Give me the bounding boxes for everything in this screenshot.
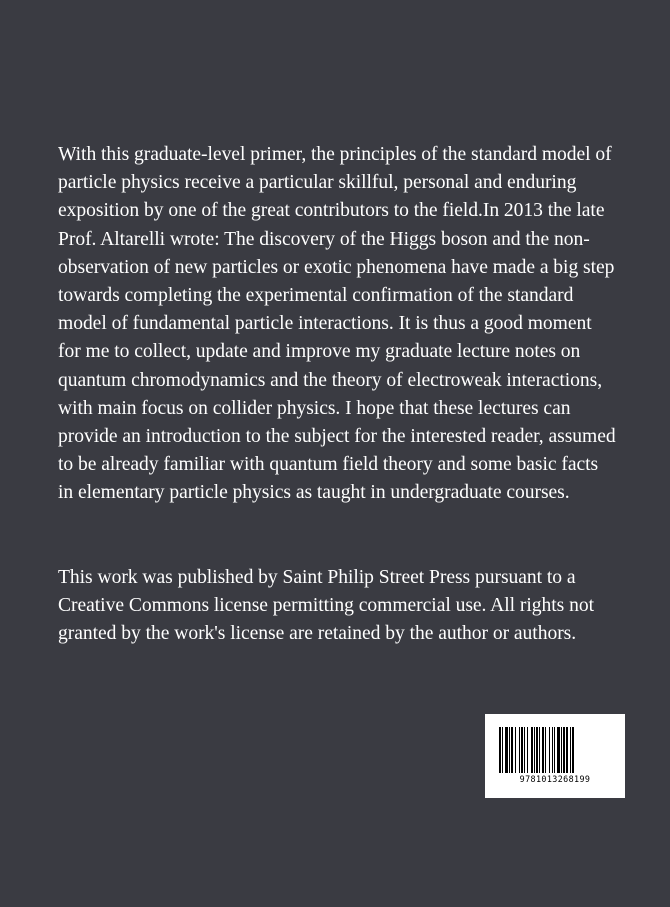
- barcode-bar: [499, 727, 501, 773]
- barcode-bar: [531, 727, 533, 773]
- barcode-bar: [554, 727, 555, 773]
- barcode-bar: [570, 727, 571, 773]
- barcode-bar: [566, 727, 568, 773]
- barcode-bar: [545, 727, 546, 773]
- barcode-bar: [542, 727, 544, 773]
- book-description: With this graduate-level primer, the principles of the standard model of particle physics receive a particular skillful, personal and enduring exposition by one of the great contributors to the field.In 2013 the late Prof. Altarelli wrote: The discovery of the Higgs boson and the non-observation of new particles or exotic phenomena have made a big step towards completing the experimental confirmation of the standard model of fundamental particle interactions. It is thus a good moment for me to collect, update and improve my graduate lecture notes on quantum chromodynamics and the theory of electroweak interactions, with main focus on collider physics. I hope that these lectures can provide an introduction to the subject for the interested reader, assumed to be already familiar with quantum field theory and some basic facts in elementary particle physics as taught in undergraduate courses.: [58, 144, 616, 504]
- barcode-bar: [505, 727, 508, 773]
- barcode-bar: [519, 727, 520, 773]
- license-notice: This work was published by Saint Philip Street Press pursuant to a Creative Commons license permitting commercial use. All rights not granted by the work's license are retained by the author or authors.: [58, 567, 594, 645]
- barcode-panel: [485, 714, 625, 798]
- barcode-bar: [509, 727, 510, 773]
- barcode-bar: [572, 727, 574, 773]
- barcode-bar: [527, 727, 528, 773]
- barcode-bar: [539, 727, 540, 773]
- barcode-bar: [502, 727, 503, 773]
- barcode-bar: [552, 727, 553, 773]
- barcode-bar: [563, 727, 565, 773]
- barcode-number: 9781013268199: [519, 774, 591, 784]
- barcode-bar: [524, 727, 525, 773]
- barcode-bar: [557, 727, 560, 773]
- barcode-bar: [549, 727, 550, 773]
- barcode-bar: [521, 727, 523, 773]
- barcode-bar: [561, 727, 562, 773]
- barcode-bars: [499, 727, 611, 773]
- barcode-bar: [536, 727, 538, 773]
- barcode-bar: [515, 727, 516, 773]
- barcode-bar: [534, 727, 535, 773]
- barcode-bar: [511, 727, 513, 773]
